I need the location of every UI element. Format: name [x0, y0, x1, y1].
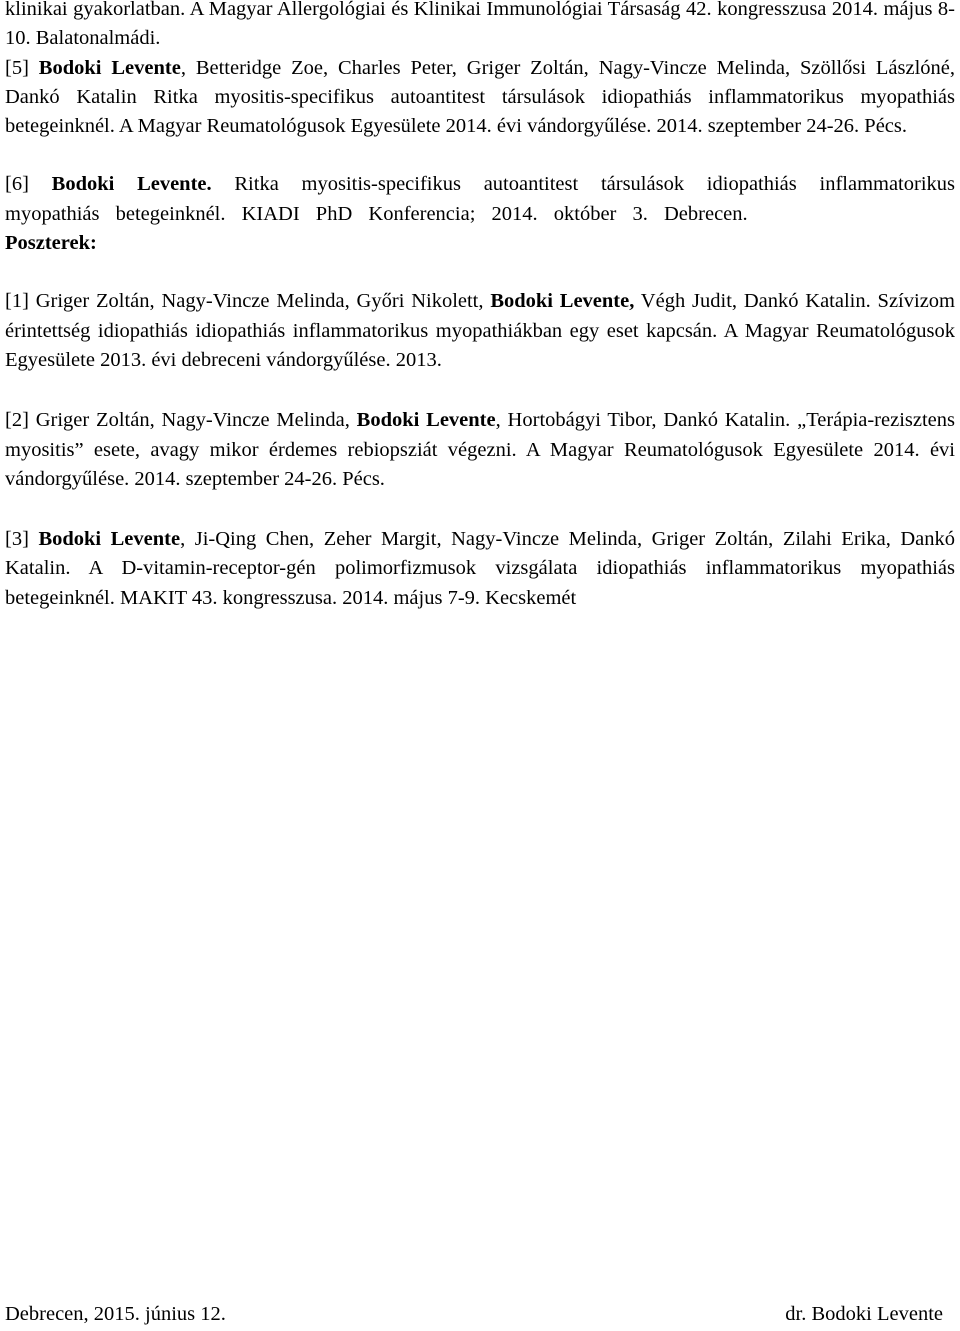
author-highlight: Bodoki Levente [356, 409, 496, 432]
poster-3 [5, 525, 955, 613]
author-highlight: Bodoki Levente, [490, 290, 635, 313]
document-page [5, 0, 955, 613]
poster-text-after: Végh Judit, Dankó Katalin. Szívizom érintettség idiopathiás idiopathiás inflammatorikus myopathiákban egy eset kapcsán. A Magyar Reumatológusok Egyesülete 2013. évi debreceni vándorgyűlése. 2013. [5, 290, 955, 371]
reference-text: Ritka myositis-specifikus autoantitest társulások idiopathiás inflammatorikus myopathiás betegeinknél. KIADI PhD Konferencia; 2014. október 3. Debrecen. [5, 173, 956, 225]
poster-text-before: [1] Griger Zoltán, Nagy-Vincze Melinda, Győri Nikolett, [5, 290, 491, 313]
reference-continuation [5, 0, 955, 54]
poster-2 [5, 406, 955, 494]
poster-text-before: [2] Griger Zoltán, Nagy-Vincze Melinda, [5, 409, 357, 432]
author-highlight: Bodoki Levente [38, 528, 181, 551]
reference-number: [5] [5, 56, 39, 79]
footer-signature: dr. Bodoki Levente [785, 1303, 943, 1325]
reference-text: , Betteridge Zoe, Charles Peter, Griger Zoltán, Nagy-Vincze Melinda, Szöllősi Lászlóné, Dankó Katalin Ritka myositis-specifikus autoantitest társulások idiopathiás inflammatorikus myopathiás betegeinknél. A Magyar Reumatológusok Egyesülete 2014. évi vándorgyűlése. 2014. szeptember 24-26. Pécs. [5, 56, 956, 138]
posters-heading: Poszterek: [5, 232, 97, 255]
author-highlight: Bodoki Levente [38, 56, 181, 79]
continuation-text: klinikai gyakorlatban. A Magyar Allergológiai és Klinikai Immunológiai Társaság 42. kongresszusa 2014. május 8-10. Balatonalmádi. [5, 0, 955, 50]
poster-1 [5, 287, 955, 375]
poster-text-before: [3] [5, 528, 39, 551]
poster-text-after: , Hortobágyi Tibor, Dankó Katalin. „Terápia-rezisztens myositis” esete, avagy mikor érdemes rebiopsziát végezni. A Magyar Reumatológusok Egyesülete 2014. évi vándorgyűlése. 2014. szeptember 24-26. Pécs. [5, 409, 956, 490]
reference-5 [5, 54, 955, 142]
document-footer [5, 1300, 943, 1329]
footer-place-date: Debrecen, 2015. június 12. [5, 1303, 226, 1325]
reference-number: [6] [5, 173, 52, 196]
reference-6 [5, 170, 955, 229]
poster-text-after: , Ji-Qing Chen, Zeher Margit, Nagy-Vincze Melinda, Griger Zoltán, Zilahi Erika, Dankó Katalin. A D-vitamin-receptor-gén polimorfizmusok vizsgálata idiopathiás inflammatorikus myopathiás betegeinknél. MAKIT 43. kongresszusa. 2014. május 7-9. Kecskemét [5, 528, 956, 609]
author-highlight: Bodoki Levente. [51, 173, 212, 196]
